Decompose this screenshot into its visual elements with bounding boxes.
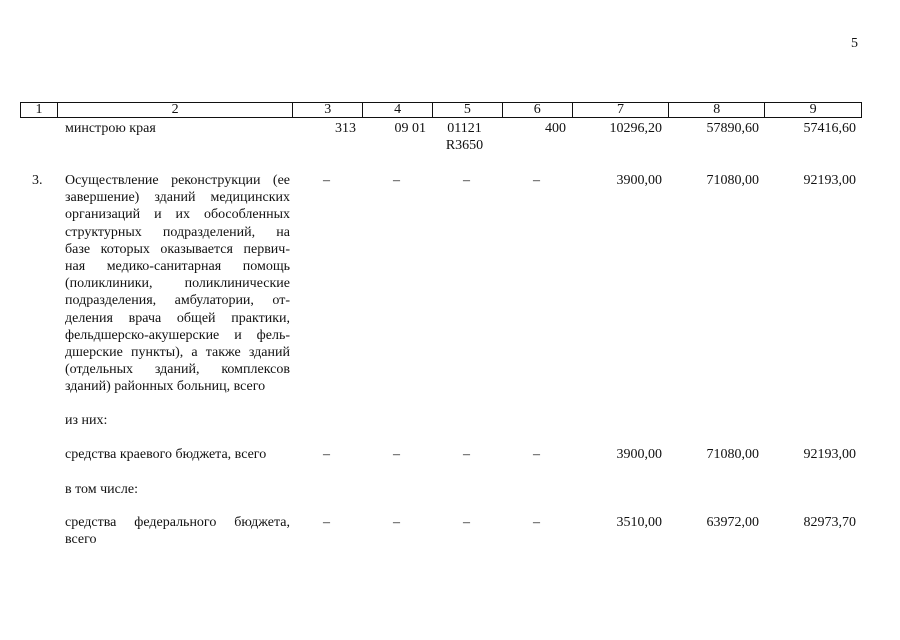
cell-col-4: –	[393, 173, 400, 188]
cell-col-4: –	[393, 515, 400, 530]
column-header-9: 9	[809, 102, 817, 117]
table-row-including	[20, 481, 862, 501]
description-line: средства федерального бюджета,	[65, 515, 290, 530]
cell-col-7: 3900,00	[616, 447, 662, 462]
cell-col-6: –	[533, 515, 540, 530]
cell-col-3: –	[323, 515, 330, 530]
cell-col-8: 71080,00	[706, 447, 759, 462]
table-row-of-them	[20, 412, 862, 432]
cell-col-3: 313	[335, 121, 356, 136]
row-description: из них:	[65, 413, 108, 428]
cell-col-7: 3510,00	[616, 515, 662, 530]
column-header-6: 6	[503, 103, 573, 117]
description-line: (поликлиники, поликлинические	[65, 276, 290, 292]
cell-col-5-line1: 01121	[447, 121, 482, 136]
cell-col-9: 92193,00	[803, 173, 856, 188]
column-header-7: 7	[573, 103, 670, 117]
cell-col-5: –	[463, 447, 470, 462]
cell-col-4: 09 01	[394, 121, 426, 136]
cell-col-7: 10296,20	[609, 121, 662, 136]
row-description: минстрою края	[65, 121, 156, 136]
cell-col-4: –	[393, 447, 400, 462]
description-line: дшерские пункты), а также зданий	[65, 345, 290, 361]
description-line: зданий) районных больниц, всего	[65, 379, 266, 395]
cell-col-3: –	[323, 173, 330, 188]
column-header-2: 2	[58, 103, 293, 117]
description-line: Осуществление реконструкции (ее	[65, 173, 290, 188]
column-header-5: 5	[433, 103, 503, 117]
cell-col-3: –	[323, 447, 330, 462]
column-header-8: 8	[669, 103, 765, 117]
table-row-regional-budget	[20, 446, 862, 466]
cell-col-6: –	[533, 173, 540, 188]
description-line: (отдельных зданий, комплексов	[65, 362, 290, 378]
table-row-3	[20, 172, 862, 402]
description-line: завершение) зданий медицинских	[65, 190, 290, 206]
cell-col-6: –	[533, 447, 540, 462]
column-header-4: 4	[363, 103, 433, 117]
description-line: всего	[65, 532, 97, 548]
description-line: ная медико-санитарная помощь	[65, 259, 290, 275]
cell-col-6: 400	[545, 121, 566, 136]
cell-col-9: 82973,70	[803, 515, 856, 530]
description-line: фельдшерско-акушерские и фель-	[65, 327, 290, 343]
cell-col-9: 57416,60	[803, 121, 856, 136]
row-description: средства краевого бюджета, всего	[65, 447, 267, 462]
cell-col-5: –	[463, 173, 470, 188]
description-line: структурных подразделений, на	[65, 224, 290, 240]
cell-col-5: –	[463, 515, 470, 530]
description-line: базе которых оказывается первич-	[65, 241, 290, 257]
cell-col-8: 63972,00	[706, 515, 759, 530]
table-row-ministry	[20, 120, 862, 156]
row-description	[65, 172, 290, 396]
row-description: в том числе:	[65, 482, 138, 497]
table-header-row	[20, 102, 862, 118]
table-row-federal-budget	[20, 514, 862, 550]
row-description	[65, 514, 290, 548]
cell-col-9: 92193,00	[803, 447, 856, 462]
description-line: организаций и их обособленных	[65, 207, 290, 223]
column-header-3: 3	[293, 103, 363, 117]
row-number: 3.	[32, 173, 43, 188]
page-number: 5	[851, 36, 858, 51]
cell-col-7: 3900,00	[616, 173, 662, 188]
description-line: подразделения, амбулатории, от-	[65, 293, 290, 309]
description-line: деления врача общей практики,	[65, 310, 290, 326]
column-header-1: 1	[21, 103, 58, 117]
cell-col-5	[433, 120, 496, 154]
cell-col-8: 57890,60	[706, 121, 759, 136]
cell-col-8: 71080,00	[706, 173, 759, 188]
cell-col-5-line2: R3650	[445, 138, 484, 154]
